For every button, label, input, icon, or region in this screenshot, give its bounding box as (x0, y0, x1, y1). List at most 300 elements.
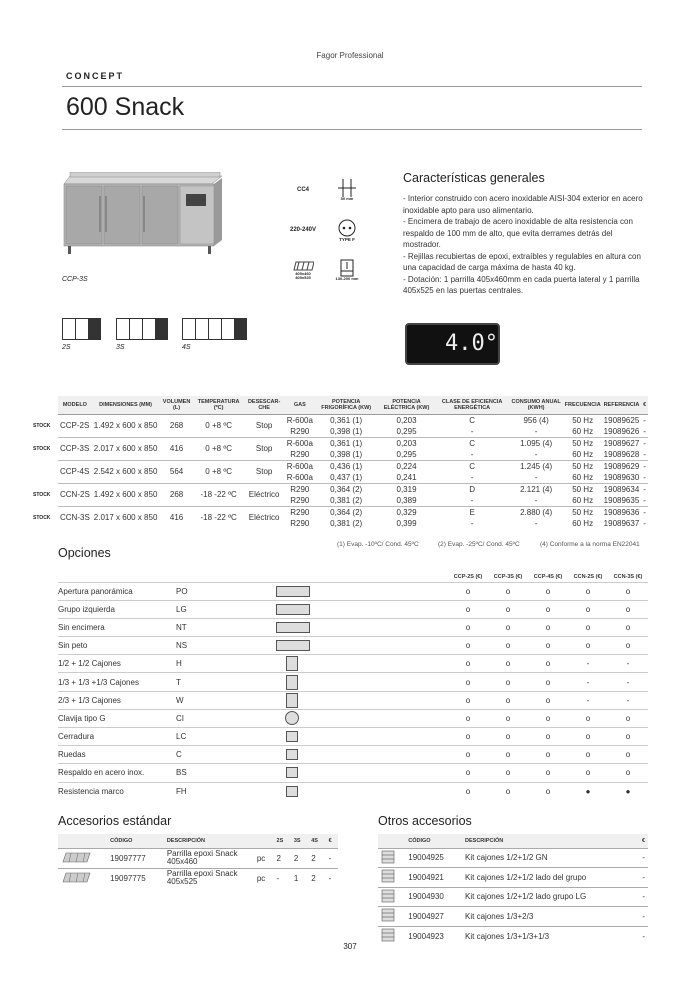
cooling-power-cell: 0,381 (2) (330, 518, 363, 528)
option-availability: o (608, 728, 648, 746)
reference-cell: 19089635 (603, 495, 640, 505)
gas-cell: R290 (285, 506, 315, 518)
electric-power-cell: 0,399 (396, 518, 417, 528)
energy-class-cell: C (436, 460, 509, 472)
grid-icon (58, 868, 107, 888)
divider (62, 129, 642, 130)
option-availability: o (528, 691, 568, 709)
option-availability: o (448, 709, 488, 727)
stock-badge: STOCK (33, 446, 51, 452)
temperature-cell: -18 -22 ºC (194, 483, 244, 506)
option-row (58, 618, 648, 636)
option-icon (276, 691, 448, 709)
defrost-cell: Stop (244, 460, 285, 483)
product-image (62, 172, 228, 256)
option-row (58, 582, 648, 600)
option-code: NT (176, 618, 276, 636)
column-header: DESESCAR-CHE (244, 396, 285, 414)
footnote: (4) Conforme a la norma EN22041 (540, 541, 640, 548)
frequency-cell: 50 Hz (564, 460, 602, 472)
energy-class-cell: C (436, 437, 509, 449)
option-diagram-icon (286, 786, 298, 797)
option-availability: o (528, 637, 568, 655)
frequency-cell: 60 Hz (572, 449, 594, 459)
electric-power-cell: 0,295 (396, 426, 417, 436)
reference-cell: 19089629 (603, 461, 640, 471)
option-name: Resistencia marco (58, 782, 176, 800)
model-cell: CCP-3S (58, 437, 92, 460)
accessory-desc: Kit cajones 1/2+1/2 lado grupo LG (462, 887, 636, 907)
option-availability: - (568, 691, 608, 709)
table-row (58, 437, 648, 449)
option-availability: o (528, 728, 568, 746)
frequency-cell: 50 Hz (572, 415, 594, 425)
accessory-code: 19097775 (107, 868, 164, 888)
option-availability: o (448, 618, 488, 636)
option-availability: o (448, 655, 488, 673)
option-name: Clavija tipo G (58, 709, 176, 727)
option-availability: o (568, 709, 608, 727)
accessory-unit: pc (254, 848, 274, 868)
gas-cell: R290 (285, 483, 315, 495)
option-diagram-icon (286, 656, 298, 671)
other-accessories-title: Otros accesorios (378, 814, 472, 828)
config-label: 4S (182, 344, 191, 351)
accessory-price: - (636, 868, 648, 888)
other-accessories-table (378, 834, 648, 946)
price-cell: - (643, 426, 646, 436)
table-row (58, 506, 648, 518)
electric-power-cell: 0,295 (396, 449, 417, 459)
option-availability: o (608, 637, 648, 655)
column-header: POTENCIA FRIGORÍFICA (KW) (315, 396, 377, 414)
reference-cell: 19089637 (603, 518, 640, 528)
option-diagram-icon (286, 731, 298, 742)
feature-item: - Dotación: 1 parrilla 405x460mm en cada puerta lateral y 1 parrilla 405x525 en las puertas centrales. (403, 274, 640, 295)
option-availability: o (448, 764, 488, 782)
accessory-desc: Parrilla epoxi Snack 405x460 (164, 848, 254, 868)
electric-power-cell: 0,203 (377, 437, 435, 449)
reference-cell: 19089634 (603, 484, 640, 494)
column-header: CCN-3S (€) (613, 573, 643, 580)
column-header: CÓDIGO (405, 834, 462, 848)
defrost-cell: Eléctrico (244, 506, 285, 529)
specs-table (58, 396, 648, 529)
column-header: TEMPERATURA (ºC) (194, 396, 244, 414)
column-header: € (641, 396, 648, 414)
option-row (58, 709, 648, 727)
option-row (58, 764, 648, 782)
accessory-s4: 2 (308, 848, 325, 868)
option-availability: o (488, 600, 528, 618)
electric-power-cell: 0,224 (377, 460, 435, 472)
option-name: Cerradura (58, 728, 176, 746)
options-table (58, 566, 648, 800)
column-header: CCP-4S (€) (533, 573, 563, 580)
defrost-cell: Stop (255, 421, 273, 430)
options-title: Opciones (58, 546, 111, 560)
option-availability: o (528, 764, 568, 782)
option-name: Ruedas (58, 746, 176, 764)
accessory-price: - (636, 907, 648, 927)
column-header: MODELO (58, 396, 92, 414)
option-availability: o (608, 746, 648, 764)
annual-consumption-cell: - (534, 495, 538, 505)
option-name: Apertura panorámica (58, 582, 176, 600)
column-header: € (636, 834, 648, 848)
option-availability: o (568, 582, 608, 600)
stock-badge: STOCK (33, 423, 51, 429)
accessory-desc: Kit cajones 1/3+1/3+1/3 (462, 926, 636, 946)
accessory-code: 19004921 (405, 868, 462, 888)
cooling-power-cell: 0,361 (1) (330, 415, 363, 425)
gas-cell: R290 (290, 495, 310, 505)
brand-header: Fagor Professional (316, 51, 384, 60)
price-cell: - (643, 415, 646, 425)
option-availability: ● (568, 782, 608, 800)
annual-consumption-cell: - (534, 472, 538, 482)
config-2s-diagram (62, 318, 101, 340)
column-header: GAS (285, 396, 315, 414)
column-header: 3S (291, 834, 308, 848)
option-code: PO (176, 582, 276, 600)
frequency-cell: 60 Hz (572, 495, 594, 505)
frequency-cell: 50 Hz (564, 437, 602, 449)
accessory-price: - (636, 887, 648, 907)
option-availability: o (488, 691, 528, 709)
display-temperature: 4.0° (445, 331, 498, 356)
option-code: LG (176, 600, 276, 618)
price-cell: - (643, 495, 646, 505)
energy-class-cell: C (469, 415, 476, 425)
drawer-kit-icon (378, 907, 405, 927)
column-header: DESCRIPCIÓN (462, 834, 636, 848)
option-row (58, 673, 648, 691)
option-availability: o (528, 782, 568, 800)
option-icon (276, 746, 448, 764)
accessory-desc: Parrilla epoxi Snack 405x525 (164, 868, 254, 888)
option-availability: o (528, 600, 568, 618)
column-header: CCP-3S (€) (493, 573, 523, 580)
column-header: POTENCIA ELÉCTRICA (KW) (377, 396, 435, 414)
column-header: CONSUMO ANUAL (KWH) (509, 396, 564, 414)
reference-cell: 19089625 (603, 415, 640, 425)
price-cell: - (641, 483, 648, 495)
column-header: FRECUENCIA (564, 396, 602, 414)
option-availability: o (488, 728, 528, 746)
option-availability: - (568, 673, 608, 691)
accessory-desc: Kit cajones 1/3+2/3 (462, 907, 636, 927)
reference-cell: 19089628 (603, 449, 640, 459)
electric-power-cell: 0,329 (377, 506, 435, 518)
option-availability: - (608, 691, 648, 709)
column-header: CCN-2S (€) (573, 573, 603, 580)
frequency-cell: 50 Hz (564, 506, 602, 518)
option-availability: o (488, 655, 528, 673)
option-name: Respaldo en acero inox. (58, 764, 176, 782)
option-availability: o (448, 673, 488, 691)
drawer-kit-icon (378, 887, 405, 907)
electric-power-cell: 0,389 (396, 495, 417, 505)
option-availability: o (448, 691, 488, 709)
option-availability: o (448, 637, 488, 655)
option-availability: o (528, 709, 568, 727)
config-3s-diagram (116, 318, 168, 340)
footnote: (1) Evap. -10ºC/ Cond. 45ºC (337, 541, 419, 548)
frequency-cell: 60 Hz (572, 426, 594, 436)
feature-item: - Encimera de trabajo de acero inoxidable de alta resistencia con respaldo de 100 mm de alto, que evita derrames detrás del mostrador. (403, 217, 633, 249)
features-list (403, 193, 648, 297)
drawer-kit-icon (378, 848, 405, 868)
frequency-cell: 60 Hz (572, 518, 594, 528)
column-header: € (326, 834, 338, 848)
feature-item: - Interior construido con acero inoxidable AISI-304 exterior en acero inoxidable apto para uso alimentario. (403, 194, 643, 215)
image-caption: CCP-3S (62, 276, 88, 283)
option-icon (276, 728, 448, 746)
column-header (58, 834, 107, 848)
accessory-s2: 2 (274, 848, 291, 868)
table-row (58, 483, 648, 495)
gas-cell: R290 (290, 426, 310, 436)
accessory-price: - (636, 926, 648, 946)
controller-display (405, 323, 500, 365)
cooling-power-cell: 0,436 (1) (315, 460, 377, 472)
std-accessories-table (58, 834, 338, 888)
option-name: 2/3 + 1/3 Cajones (58, 691, 176, 709)
column-header: DIMENSIONES (MM) (92, 396, 160, 414)
column-header: REFERENCIA (602, 396, 642, 414)
accessory-code: 19004923 (405, 926, 462, 946)
column-header (378, 834, 405, 848)
cooling-power-cell: 0,398 (1) (330, 426, 363, 436)
option-diagram-icon (285, 711, 299, 725)
gas-cell: R-600a (286, 438, 313, 448)
volume-cell: 268 (169, 421, 184, 430)
option-icon (276, 782, 448, 800)
option-availability: o (488, 673, 528, 691)
gas-cell: R-600a (286, 415, 313, 425)
accessory-s3: 2 (291, 848, 308, 868)
option-diagram-icon (286, 693, 298, 708)
page-title: 600 Snack (66, 93, 185, 121)
column-header: VOLUMEN (L) (159, 396, 193, 414)
accessory-unit: pc (254, 868, 274, 888)
volume-cell: 564 (159, 460, 193, 483)
price-cell: - (641, 460, 648, 472)
option-availability: o (568, 728, 608, 746)
option-availability: o (528, 582, 568, 600)
option-name: 1/3 + 1/3 +1/3 Cajones (58, 673, 176, 691)
model-cell: CCP-2S (60, 421, 90, 430)
option-name: Sin peto (58, 637, 176, 655)
table-row (58, 460, 648, 472)
option-availability: - (608, 673, 648, 691)
accessory-code: 19004930 (405, 887, 462, 907)
option-icon (276, 709, 448, 727)
option-icon (276, 600, 448, 618)
accessory-row (378, 887, 648, 907)
price-cell: - (641, 437, 648, 449)
gas-cell: R290 (290, 449, 310, 459)
option-diagram-icon (276, 640, 310, 651)
electric-power-cell: 0,319 (377, 483, 435, 495)
accessory-row (378, 868, 648, 888)
option-availability: - (608, 655, 648, 673)
annual-consumption-cell: - (534, 449, 538, 459)
option-availability: o (528, 746, 568, 764)
option-row (58, 728, 648, 746)
table-row (58, 414, 648, 426)
cooling-power-cell: 0,364 (2) (315, 506, 377, 518)
option-diagram-icon (286, 767, 298, 778)
option-availability: o (448, 582, 488, 600)
option-availability: o (568, 764, 608, 782)
volume-cell: 416 (159, 437, 193, 460)
option-code: T (176, 673, 276, 691)
electric-power-cell: 0,241 (396, 472, 417, 482)
column-header (276, 566, 448, 582)
option-diagram-icon (276, 622, 310, 633)
temperature-cell: 0 +8 ºC (205, 421, 233, 430)
config-label: 2S (62, 344, 71, 351)
model-cell: CCN-3S (58, 506, 92, 529)
option-code: C (176, 746, 276, 764)
plug-icon: TYPE F (328, 216, 366, 244)
energy-class-cell: E (436, 506, 509, 518)
option-diagram-icon (276, 604, 310, 615)
option-availability: - (568, 655, 608, 673)
accessory-s2: - (274, 868, 291, 888)
option-icon (276, 655, 448, 673)
price-cell: - (643, 472, 646, 482)
energy-class-cell: - (470, 472, 474, 482)
option-name: Grupo izquierda (58, 600, 176, 618)
page-number: 307 (343, 942, 357, 951)
option-diagram-icon (286, 675, 298, 690)
option-icon (276, 764, 448, 782)
dimensions-cell: 2.017 x 600 x 850 (92, 437, 160, 460)
annual-consumption-cell: 2.880 (4) (509, 506, 564, 518)
annual-consumption-cell: - (534, 518, 538, 528)
climate-class-icon: CC4 (296, 186, 309, 193)
volume-cell: 268 (159, 483, 193, 506)
option-row (58, 600, 648, 618)
electric-power-cell: 0,203 (396, 415, 417, 425)
accessory-row (378, 907, 648, 927)
divider (62, 86, 642, 87)
annual-consumption-cell: - (534, 426, 538, 436)
option-availability: o (568, 618, 608, 636)
temperature-cell: 0 +8 ºC (194, 437, 244, 460)
column-header (176, 566, 276, 582)
volume-cell: 416 (159, 506, 193, 529)
option-availability: o (528, 673, 568, 691)
option-availability: o (568, 637, 608, 655)
dimensions-cell: 1.492 x 600 x 850 (93, 421, 158, 430)
frequency-cell: 60 Hz (572, 472, 594, 482)
column-header: 4S (308, 834, 325, 848)
accessory-s3: 1 (291, 868, 308, 888)
gas-cell: R290 (290, 518, 310, 528)
option-availability: o (488, 582, 528, 600)
price-cell: - (643, 449, 646, 459)
option-code: W (176, 691, 276, 709)
option-availability: o (488, 709, 528, 727)
temperature-cell: -18 -22 ºC (194, 506, 244, 529)
option-availability: o (448, 600, 488, 618)
series-label: CONCEPT (66, 71, 125, 81)
option-availability: o (608, 582, 648, 600)
accessory-code: 19004925 (405, 848, 462, 868)
option-code: H (176, 655, 276, 673)
reference-cell: 19089626 (603, 426, 640, 436)
dimensions-cell: 2.017 x 600 x 850 (92, 506, 160, 529)
energy-class-cell: - (470, 518, 474, 528)
accessory-code: 19097777 (107, 848, 164, 868)
feature-item: - Rejillas recubiertas de epoxi, extraíbles y regulables en altura con una capacidad de carga máxima de hasta 40 kg. (403, 251, 641, 272)
column-header: CCP-2S (€) (453, 573, 483, 580)
price-cell: - (643, 518, 646, 528)
accessory-s4: 2 (308, 868, 325, 888)
option-row (58, 655, 648, 673)
option-diagram-icon (286, 749, 298, 760)
option-availability: o (608, 600, 648, 618)
gas-cell: R-600a (286, 472, 313, 482)
option-availability: o (488, 637, 528, 655)
option-availability: o (488, 746, 528, 764)
config-4s-diagram (182, 318, 247, 340)
price-cell: - (641, 506, 648, 518)
option-availability: o (488, 764, 528, 782)
column-header: CÓDIGO (107, 834, 164, 848)
accessory-row (378, 848, 648, 868)
defrost-cell: Eléctrico (244, 483, 285, 506)
column-header: CLASE DE EFICIENCIA ENERGÉTICA (436, 396, 509, 414)
option-availability: o (448, 746, 488, 764)
cooling-power-cell: 0,364 (2) (315, 483, 377, 495)
accessory-price: - (326, 868, 338, 888)
cooling-power-cell: 0,398 (1) (330, 449, 363, 459)
energy-class-cell: D (436, 483, 509, 495)
option-row (58, 782, 648, 800)
annual-consumption-cell: 956 (4) (523, 415, 549, 425)
legs-icon: 50 mm (340, 195, 354, 201)
option-code: LC (176, 728, 276, 746)
accessory-code: 19004927 (405, 907, 462, 927)
option-icon (276, 673, 448, 691)
option-availability: o (448, 728, 488, 746)
option-icon (276, 618, 448, 636)
height-icon: 130-200 mm (328, 256, 366, 284)
accessory-row (58, 848, 338, 868)
config-label: 3S (116, 344, 125, 351)
accessory-desc: Kit cajones 1/2+1/2 GN (462, 848, 636, 868)
defrost-cell: Stop (244, 437, 285, 460)
option-availability: o (448, 782, 488, 800)
column-header (58, 566, 176, 582)
model-cell: CCP-4S (58, 460, 92, 483)
gas-cell: R-600a (286, 461, 313, 471)
annual-consumption-cell: 1.245 (4) (509, 460, 564, 472)
option-code: CI (176, 709, 276, 727)
features-title: Características generales (403, 171, 545, 185)
energy-class-cell: - (470, 426, 474, 436)
footnote: (2) Evap. -25ºC/ Cond. 45ºC (438, 541, 520, 548)
std-accessories-title: Accesorios estándar (58, 814, 172, 828)
option-availability: o (528, 618, 568, 636)
reference-cell: 19089630 (603, 472, 640, 482)
option-row (58, 746, 648, 764)
